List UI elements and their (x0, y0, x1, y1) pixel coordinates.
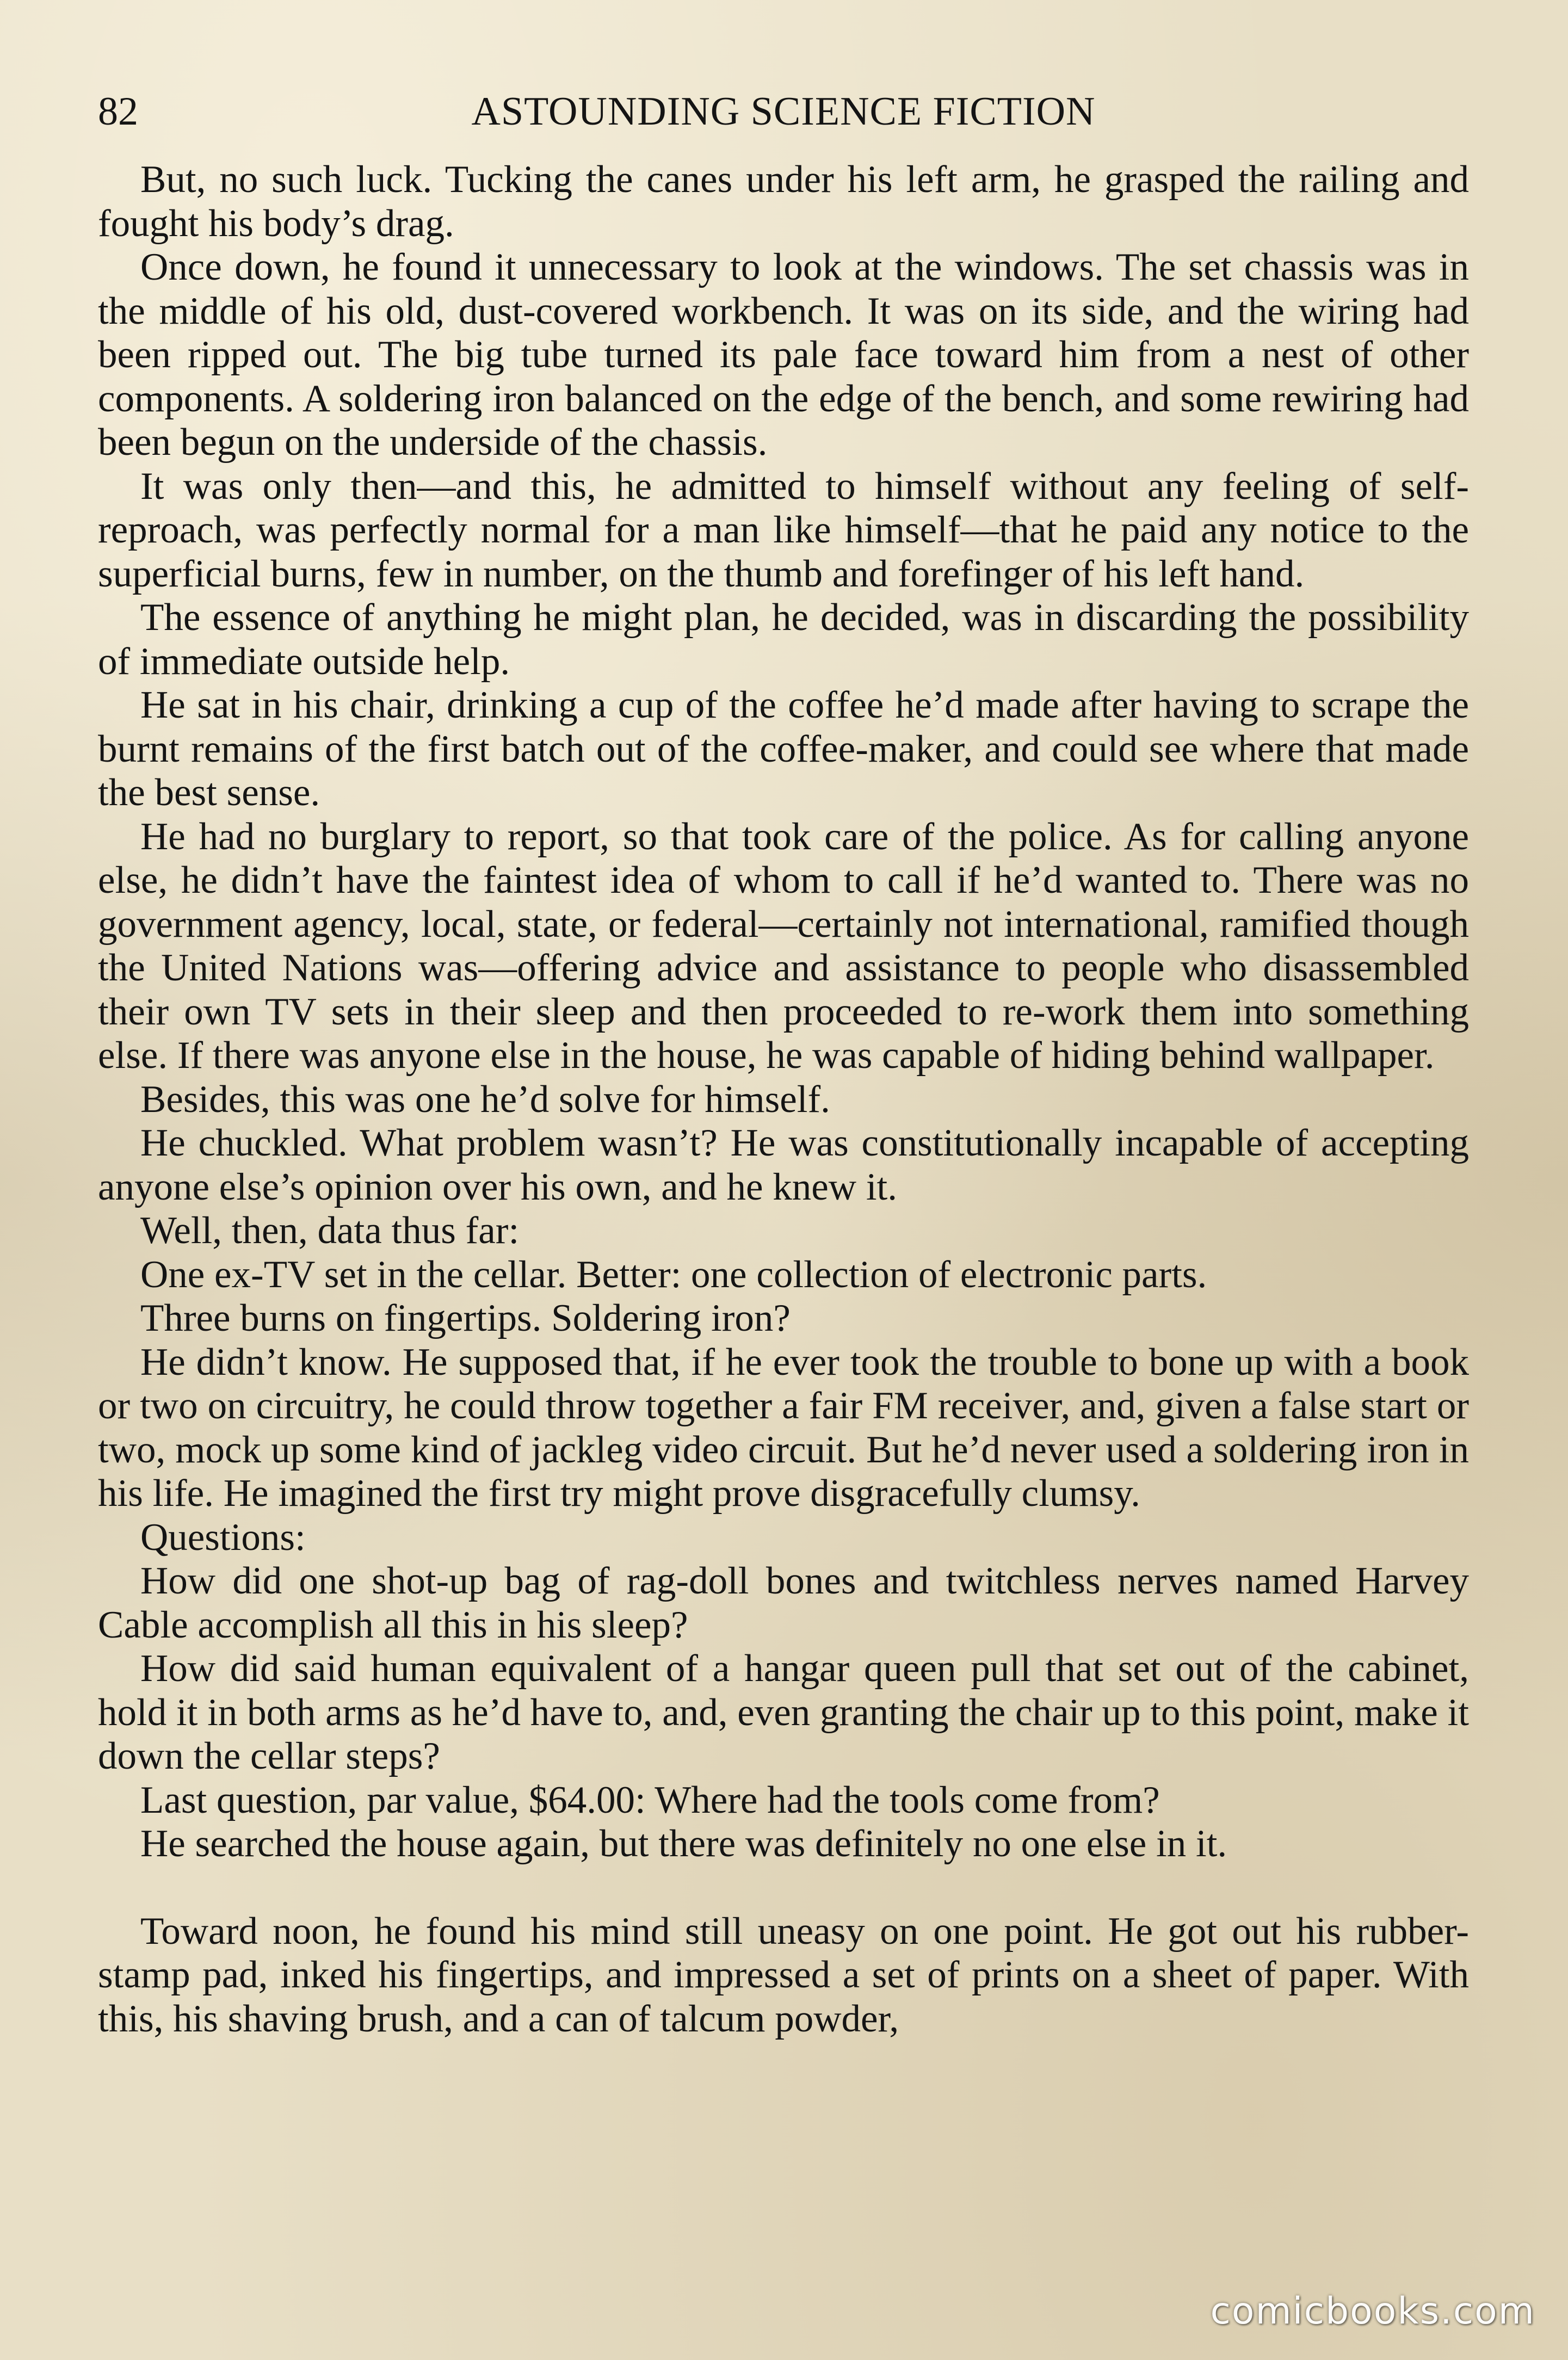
paragraph: He didn’t know. He supposed that, if he ever took the trouble to bone up with a book or two on circuitry, he could throw together a fair FM receiver, and, given a false start or two, mock up some kind of jackleg video circuit. But he’d never used a soldering iron in his life. He imagined the first try might prove disgracefully clumsy. (98, 1340, 1469, 1515)
paragraph: How did said human equivalent of a hangar queen pull that set out of the cabinet, hold it in both arms as he’d have to, and, even granting the chair up to this point, make it down the cellar steps? (98, 1647, 1469, 1777)
paragraph: But, no such luck. Tucking the canes under his left arm, he grasped the railing and fought his body’s drag. (98, 158, 1469, 245)
story-text (98, 158, 1469, 2041)
paragraph: It was only then—and this, he admitted to himself without any feeling of self-reproach, was perfectly normal for a man like himself—that he paid any notice to the superficial burns, few in number, on the thumb and forefinger of his left hand. (98, 465, 1469, 595)
paragraph: How did one shot-up bag of rag-doll bones and twitchless nerves named Harvey Cable accomplish all this in his sleep? (98, 1560, 1469, 1646)
paragraph: He sat in his chair, drinking a cup of the coffee he’d made after having to scrape the burnt remains of the first batch out of the coffee-maker, and could see where that made the best sense. (98, 684, 1469, 814)
paragraph: Last question, par value, $64.00: Where had the tools come from? (140, 1778, 1160, 1821)
paragraph: Well, then, data thus far: (140, 1209, 520, 1252)
paragraph: He had no burglary to report, so that took care of the police. As for calling anyone else, he didn’t have the faintest idea of whom to call if he’d wanted to. There was no government agency, local, state, or federal—certainly not international, ramified though the United Nations was—offering advice and assistance to people who disassembled their own TV sets in their sleep and then proceeded to re-work them into something else. If there was anyone else in the house, he was capable of hiding behind wallpaper. (98, 815, 1469, 1077)
paragraph: He searched the house again, but there was definitely no one else in it. (140, 1822, 1227, 1865)
page-header (98, 82, 1469, 141)
paragraph: Once down, he found it unnecessary to look at the windows. The set chassis was in the middle of his old, dust-covered workbench. It was on its side, and the wiring had been ripped out. The big tube turned its pale face toward him from a nest of other components. A soldering iron balanced on the edge of the bench, and some rewiring had been begun on the underside of the chassis. (98, 246, 1469, 464)
page-number: 82 (98, 89, 138, 134)
paragraph: Besides, this was one he’d solve for himself. (140, 1078, 830, 1121)
watermark: comicbooks.com (1210, 2290, 1535, 2333)
running-head: ASTOUNDING SCIENCE FICTION (471, 89, 1096, 134)
paragraph: Questions: (140, 1516, 306, 1559)
paragraph: Three burns on fingertips. Soldering iron? (140, 1297, 791, 1339)
paragraph: He chuckled. What problem wasn’t? He was constitutionally incapable of accepting anyone else’s opinion over his own, and he knew it. (98, 1122, 1469, 1208)
paragraph: Toward noon, he found his mind still uneasy on one point. He got out his rubber-stamp pad, inked his fingertips, and impressed a set of prints on a sheet of paper. With this, his shaving brush, and a can of talcum powder, (98, 1910, 1469, 2040)
paragraph: The essence of anything he might plan, he decided, was in discarding the possibility of immediate outside help. (98, 596, 1469, 683)
paragraph: One ex-TV set in the cellar. Better: one collection of electronic parts. (140, 1253, 1207, 1296)
